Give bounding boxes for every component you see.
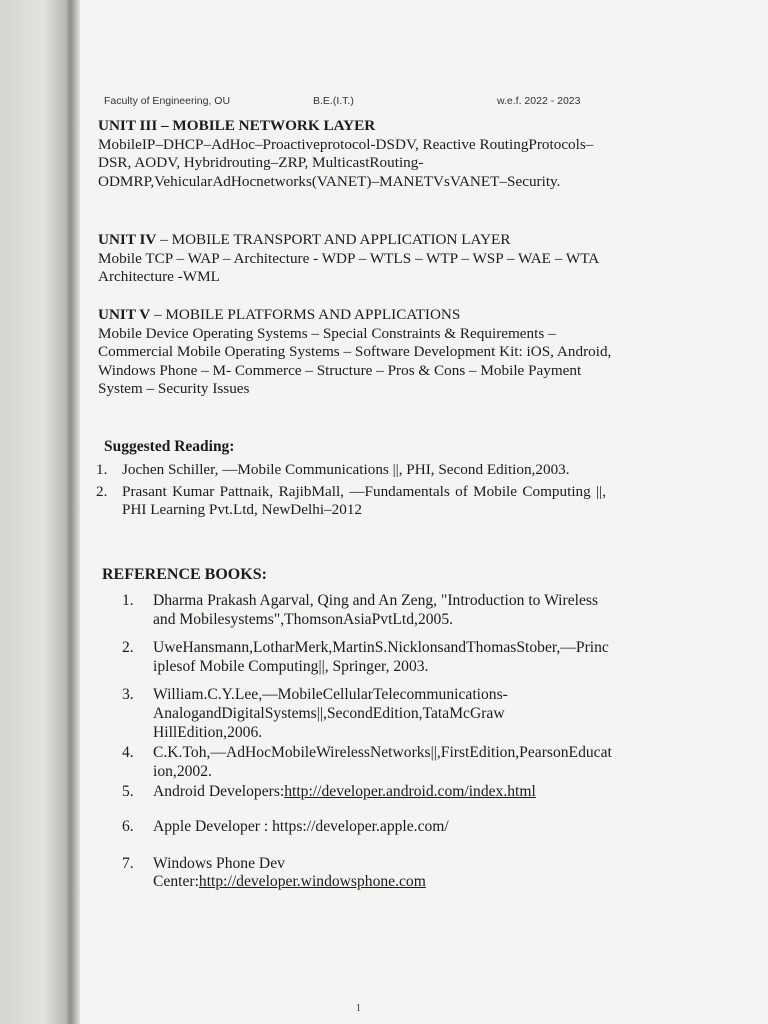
item-number: 2. bbox=[122, 639, 134, 657]
header-effective-year: w.e.f. 2022 - 2023 bbox=[497, 95, 581, 107]
item-number: 2. bbox=[96, 482, 108, 500]
item-number: 4. bbox=[122, 744, 134, 762]
unit-3-label: UNIT III bbox=[98, 117, 158, 134]
unit-5-title: – MOBILE PLATFORMS AND APPLICATIONS bbox=[150, 306, 461, 323]
item-text: Apple Developer : https://developer.apple.com/ bbox=[153, 817, 449, 835]
list-item bbox=[96, 461, 606, 480]
item-number: 5. bbox=[122, 783, 134, 801]
item-text: C.K.Toh,―AdHocMobileWirelessNetworks||,FirstEdition,PearsonEducation,2002. bbox=[153, 744, 612, 780]
unit-3-section bbox=[98, 117, 618, 191]
item-text: William.C.Y.Lee,―MobileCellularTelecommunications-AnalogandDigitalSystems||,SecondEdition,TataMcGraw HillEdition,2006. bbox=[153, 686, 508, 741]
item-number: 1. bbox=[122, 592, 134, 609]
suggested-reading-heading: Suggested Reading: bbox=[104, 438, 235, 455]
item-text bbox=[153, 855, 483, 892]
unit-4-heading bbox=[98, 231, 618, 250]
header-faculty: Faculty of Engineering, OU bbox=[104, 95, 231, 107]
unit-4-section bbox=[98, 231, 618, 287]
unit-5-body: Mobile Device Operating Systems – Special Constraints & Requirements – Commercial Mobile Operating Systems – Software Development Kit: iOS, Android, Windows Phone – M- Commerce – Structure – Pros & Cons – Mobile Payment System – Security Issues bbox=[98, 324, 612, 398]
item-number: 3. bbox=[122, 686, 134, 704]
item-text: UweHansmann,LotharMerk,MartinS.NicklonsandThomasStober,―Principlesof Mobile Computing||, Springer, 2003. bbox=[153, 639, 609, 675]
item-text: Jochen Schiller, ―Mobile Communications ||, PHI, Second Edition,2003. bbox=[122, 461, 570, 478]
windows-phone-link[interactable]: http://developer.windowsphone.com bbox=[198, 873, 426, 891]
list-item bbox=[122, 639, 612, 676]
list-item bbox=[122, 744, 612, 781]
unit-4-label: UNIT IV bbox=[98, 231, 157, 248]
android-developers-label: Android Developers: bbox=[153, 783, 285, 801]
header-program: B.E.(I.T.) bbox=[313, 95, 354, 107]
list-item bbox=[122, 783, 612, 802]
unit-5-section bbox=[98, 306, 618, 399]
unit-4-title: – MOBILE TRANSPORT AND APPLICATION LAYER bbox=[156, 231, 511, 248]
item-text: Prasant Kumar Pattnaik, RajibMall, ―Fundamentals of Mobile Computing ||, PHI Learning Pvt.Ltd, NewDelhi–2012 bbox=[122, 482, 606, 519]
windows-phone-label: Windows Phone Dev Center: bbox=[153, 854, 285, 891]
scan-binding-edge bbox=[0, 0, 80, 1024]
item-text: Dharma Prakash Agarval, Qing and An Zeng, "Introduction to Wireless and Mobilesystems",ThomsonAsiaPvtLtd,2005. bbox=[153, 592, 599, 628]
item-number: 7. bbox=[122, 854, 134, 872]
list-item bbox=[122, 686, 612, 742]
item-text bbox=[153, 783, 612, 802]
item-number: 1. bbox=[96, 461, 108, 478]
list-item bbox=[122, 855, 612, 892]
unit-5-heading bbox=[98, 306, 618, 325]
unit-5-label: UNIT V bbox=[98, 306, 151, 323]
list-item bbox=[122, 818, 612, 837]
android-developers-link[interactable]: http://developer.android.com/index.html bbox=[284, 783, 536, 801]
reference-books-list bbox=[122, 592, 612, 892]
unit-4-body: Mobile TCP – WAP – Architecture - WDP – WTLS – WTP – WSP – WAE – WTA Architecture -WML bbox=[98, 249, 599, 286]
page-number: 1 bbox=[356, 1003, 361, 1014]
item-number: 6. bbox=[122, 817, 134, 835]
unit-3-title: – MOBILE NETWORK LAYER bbox=[157, 117, 376, 134]
reference-books-heading: REFERENCE BOOKS: bbox=[102, 566, 267, 583]
suggested-reading-list bbox=[96, 461, 606, 523]
unit-3-body: MobileIP–DHCP–AdHoc–Proactiveprotocol-DSDV, Reactive RoutingProtocols–DSR, AODV, Hybridrouting–ZRP, MulticastRouting-ODMRP,VehicularAdHocnetworks(VANET)–MANETVsVANET–Security. bbox=[98, 135, 594, 190]
list-item bbox=[122, 592, 612, 629]
unit-3-heading bbox=[98, 117, 618, 136]
list-item bbox=[96, 483, 606, 520]
